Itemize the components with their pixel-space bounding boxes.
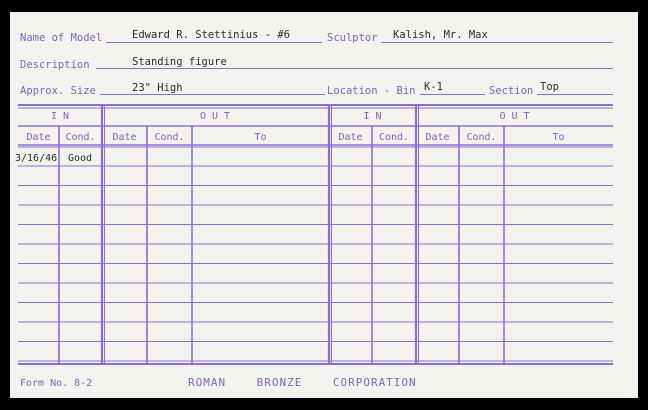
location-label: Location - Bin [327,85,416,97]
model-label: Name of Model [20,32,103,44]
in-header-right: I N [363,111,382,122]
col-date-1: Date [26,132,51,143]
inventory-card [10,12,638,398]
location-value: K-1 [424,81,443,93]
col-to-2: To [552,132,565,143]
form-number: Form No. 8-2 [20,378,93,389]
section-value: Top [540,81,559,93]
description-label: Description [20,59,90,71]
col-cond-2: Cond. [154,132,185,143]
out-header-left: O U T [199,111,231,122]
section-label: Section [489,85,534,97]
row1-date: 3/16/46 [15,153,58,164]
col-date-3: Date [338,132,363,143]
ledger-grid [10,12,638,398]
col-cond-3: Cond. [378,132,410,143]
description-value: Standing figure [132,56,227,68]
col-date-2: Date [112,132,137,143]
size-value: 23" High [132,82,183,94]
out-header-right: O U T [499,111,530,122]
sculptor-value: Kalish, Mr. Max [393,29,488,41]
sculptor-label: Sculptor [327,32,378,44]
size-label: Approx. Size [20,85,96,97]
company-name: ROMAN BRONZE CORPORATION [188,376,417,389]
row1-cond: Good [68,153,93,164]
col-to-1: To [254,132,267,143]
col-cond-1: Cond. [65,132,96,143]
col-date-4: Date [425,132,450,143]
col-cond-4: Cond. [466,132,497,143]
model-value: Edward R. Stettinius - #6 [132,29,291,41]
in-header-left: I N [50,111,70,122]
